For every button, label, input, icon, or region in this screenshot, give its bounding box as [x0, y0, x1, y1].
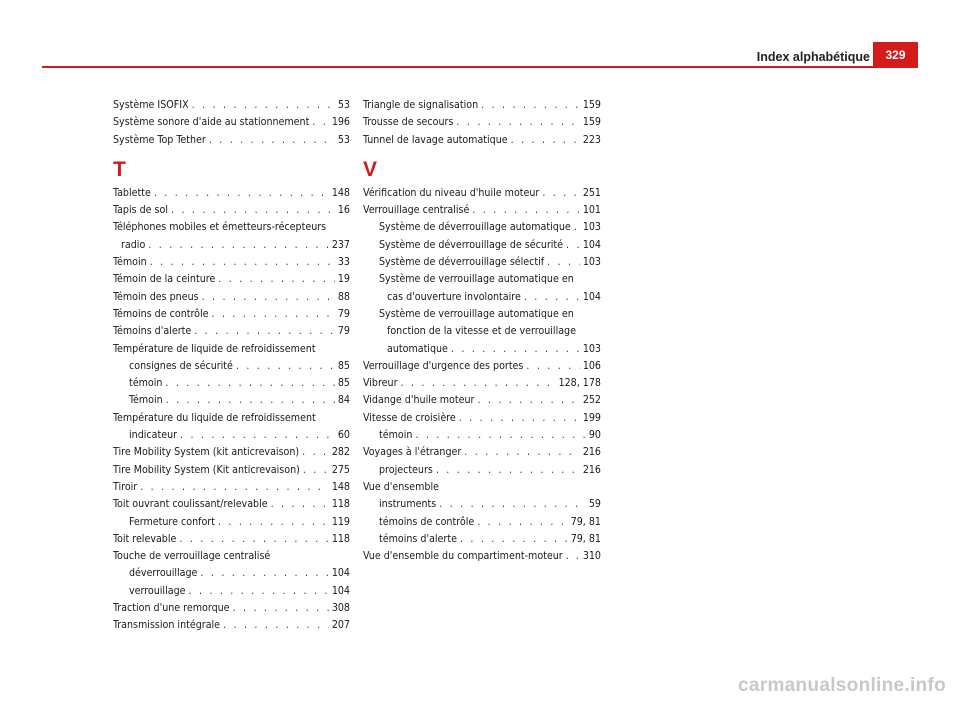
subentry-label: témoins d'alerte — [379, 532, 457, 545]
entry-label: Système ISOFIX — [113, 99, 189, 111]
subentry-label: Témoin — [129, 394, 163, 407]
entry-label: Témoins d'alerte — [113, 325, 192, 338]
entry-page: 282 — [331, 446, 350, 459]
index-entry — [113, 132, 350, 149]
subentry-label: Système de déverrouillage sélectif — [379, 256, 545, 269]
subentry-label-cont: cas d'ouverture involontaire — [387, 290, 521, 303]
entry-label: Tiroir — [113, 480, 138, 493]
index-entry — [363, 375, 601, 392]
entry-page: 251 — [582, 186, 601, 199]
entry-page: 310 — [582, 550, 601, 563]
index-entry — [113, 479, 350, 496]
index-column-right — [363, 97, 601, 565]
page-number: 329 — [873, 42, 918, 68]
subentry-label: témoins de contrôle — [379, 515, 475, 528]
subentry-label: verrouillage — [129, 584, 186, 597]
entry-page: 148 — [331, 480, 350, 493]
subentry-label: déverrouillage — [129, 567, 198, 580]
entry-label: Traction d'une remorque — [113, 602, 230, 615]
entry-page: 59 — [588, 498, 601, 511]
subentry-label: Système de verrouillage automatique en — [379, 273, 574, 286]
subentry-label: projecteurs — [379, 463, 433, 476]
entry-label: Verrouillage centralisé — [363, 204, 470, 217]
index-entry — [113, 496, 350, 531]
entry-label: Transmission intégrale — [113, 619, 221, 632]
index-entry — [113, 600, 350, 617]
subentry-label: Fermeture confort — [129, 515, 215, 528]
entry-label: Téléphones mobiles et émetteurs-récepteurs — [113, 221, 327, 234]
entry-label: Vidange d'huile moteur — [363, 394, 475, 407]
subentry-label: Système de déverrouillage de sécurité — [379, 238, 564, 251]
entry-label: Trousse de secours — [363, 116, 454, 129]
entry-label: Tapis de sol — [113, 204, 168, 217]
entry-page: 84 — [337, 394, 350, 407]
entry-page: 104 — [331, 567, 350, 580]
entry-label: Toit ouvrant coulissant/relevable — [113, 498, 268, 511]
entry-page: 53 — [337, 133, 350, 146]
index-entry — [363, 392, 601, 409]
index-entry — [363, 479, 601, 548]
index-entry — [113, 444, 350, 461]
subentry-label: consignes de sécurité — [129, 359, 233, 372]
watermark-text: carmanualsonline.info — [738, 675, 946, 696]
index-entry — [363, 548, 601, 565]
index-entry — [363, 114, 601, 131]
entry-page: 159 — [582, 116, 601, 129]
entry-label: Vitesse de croisière — [363, 411, 456, 424]
index-entry — [113, 202, 350, 219]
index-entry — [113, 531, 350, 548]
entry-label: Triangle de signalisation — [363, 99, 479, 111]
index-entry — [363, 444, 601, 479]
entry-page: 308 — [331, 602, 350, 615]
entry-label: Vue d'ensemble du compartiment-moteur — [363, 550, 563, 563]
entry-label: Tunnel de lavage automatique — [363, 133, 508, 146]
index-entry — [113, 219, 350, 254]
index-entry — [363, 410, 601, 445]
entry-label: Témoin de la ceinture — [113, 273, 216, 286]
entry-page: 88 — [337, 290, 350, 303]
index-entry — [113, 306, 350, 323]
index-entry — [113, 548, 350, 600]
subentry-label-cont: fonction de la vitesse et de verrouillage — [387, 325, 576, 338]
entry-label: Tire Mobility System (Kit anticrevaison) — [113, 463, 300, 476]
entry-page: 106 — [582, 359, 601, 372]
entry-page: 199 — [582, 411, 601, 424]
subentry-label: instruments — [379, 498, 437, 511]
entry-page: 104 — [331, 584, 350, 597]
entry-page: 104 — [582, 290, 601, 303]
entry-page: 216 — [582, 446, 601, 459]
entry-label: Témoin des pneus — [113, 290, 199, 303]
entry-page: 101 — [582, 204, 601, 217]
entry-page: 60 — [337, 429, 350, 442]
index-entry — [363, 97, 601, 114]
entry-label: Témoin — [113, 256, 147, 269]
entry-label: Tire Mobility System (kit anticrevaison) — [113, 446, 300, 459]
entry-page: 148 — [331, 186, 350, 199]
entry-page: 33 — [337, 256, 350, 269]
entry-page: 79 — [337, 307, 350, 320]
index-entry — [113, 254, 350, 271]
entry-page: 196 — [331, 116, 350, 129]
index-entry — [113, 617, 350, 634]
entry-page: 128, 178 — [558, 377, 601, 390]
entry-label: Système sonore d'aide au stationnement — [113, 116, 310, 129]
entry-page: 237 — [331, 238, 350, 251]
entry-page: 85 — [337, 377, 350, 390]
entry-page: 159 — [582, 99, 601, 111]
entry-page: 275 — [331, 463, 350, 476]
index-entry — [113, 341, 350, 410]
entry-page: 103 — [582, 221, 601, 234]
entry-page: 79, 81 — [570, 515, 601, 528]
entry-label: Touche de verrouillage centralisé — [113, 550, 271, 563]
subentry-label: Système de déverrouillage automatique — [379, 221, 571, 234]
entry-page: 119 — [331, 515, 350, 528]
index-column-left — [113, 97, 350, 635]
index-entry — [363, 132, 601, 149]
index-entry — [113, 410, 350, 445]
entry-page: 252 — [582, 394, 601, 407]
entry-page: 53 — [337, 99, 350, 111]
index-entry — [113, 271, 350, 288]
entry-page: 85 — [337, 359, 350, 372]
entry-label: Voyages à l'étranger — [363, 446, 462, 459]
index-entry — [113, 97, 350, 114]
subentry-label: Système de verrouillage automatique en — [379, 307, 574, 320]
entry-label: Toit relevable — [113, 532, 177, 545]
index-entry — [113, 114, 350, 131]
entry-page: 223 — [582, 133, 601, 146]
entry-page: 216 — [582, 463, 601, 476]
entry-label: Vérification du niveau d'huile moteur — [363, 186, 540, 199]
entry-label: Température de liquide de refroidissement — [113, 342, 316, 355]
entry-page: 79, 81 — [570, 532, 601, 545]
subentry-label: indicateur — [129, 429, 178, 442]
entry-label: Vue d'ensemble — [363, 480, 439, 493]
entry-page: 104 — [582, 238, 601, 251]
entry-page: 90 — [588, 429, 601, 442]
entry-page: 207 — [331, 619, 350, 632]
entry-page: 118 — [331, 532, 350, 545]
entry-page: 79 — [337, 325, 350, 338]
subentry-label: témoin — [129, 377, 163, 390]
index-entry — [113, 289, 350, 306]
page-header-title: Index alphabétique — [756, 50, 870, 64]
entry-page: 118 — [331, 498, 350, 511]
entry-label: Tablette — [113, 186, 151, 199]
entry-page: 103 — [582, 342, 601, 355]
section-letter-t: T — [113, 157, 126, 181]
index-entry — [363, 202, 601, 358]
subentry-label: témoin — [379, 429, 413, 442]
entry-page: 19 — [337, 273, 350, 286]
entry-label: Système Top Tether — [113, 133, 206, 146]
index-entry — [363, 358, 601, 375]
entry-label: Verrouillage d'urgence des portes — [363, 359, 524, 372]
header-rule — [42, 66, 918, 68]
entry-label: Température du liquide de refroidissement — [113, 411, 316, 424]
section-letter-v: V — [363, 157, 378, 181]
entry-page: 16 — [337, 204, 350, 217]
index-entry — [363, 185, 601, 202]
index-entry — [113, 185, 350, 202]
entry-page: 103 — [582, 256, 601, 269]
entry-label: Vibreur — [363, 377, 398, 390]
entry-label-cont: radio — [121, 238, 146, 251]
subentry-label-cont: automatique — [387, 342, 448, 355]
entry-label: Témoins de contrôle — [113, 307, 209, 320]
index-entry — [113, 462, 350, 479]
index-entry — [113, 323, 350, 340]
